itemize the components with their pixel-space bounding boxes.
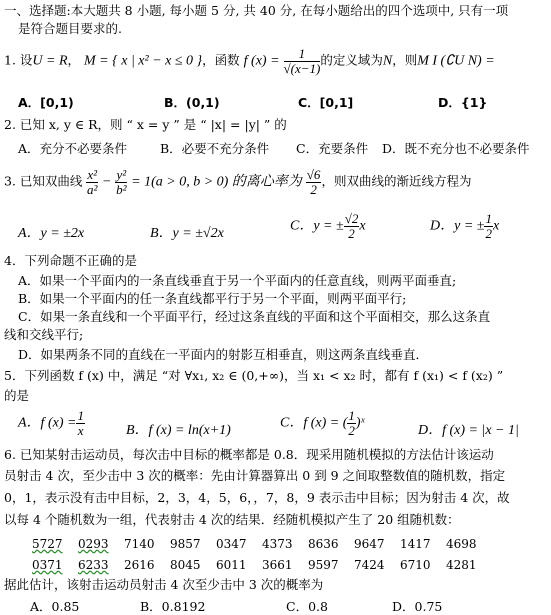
q1-option-d: D．{1} <box>438 95 488 110</box>
random-number: 7140 <box>124 537 155 551</box>
random-number: 2616 <box>124 558 155 572</box>
q6-option-d: D．0.75 <box>392 599 443 614</box>
random-number: 6710 <box>400 558 431 572</box>
q3-option-b: B．y = ±√2x <box>150 226 224 241</box>
q6-line1: 6. 已知某射击运动员，每次击中目标的概率都是 0.8．现采用随机模拟的方法估计该运动 <box>4 447 494 462</box>
q6-option-c: C．0.8 <box>286 599 328 614</box>
q1-option-c: C．[0,1] <box>298 95 354 110</box>
q4-option-d: D．如果两条不同的直线在一平面内的射影互相垂直，则这两条直线垂直． <box>18 347 429 362</box>
q4-option-c-cont: 线和交线平行; <box>4 327 84 342</box>
q3-option-a: A．y = ±2x <box>18 226 85 241</box>
random-number: 4698 <box>446 537 477 551</box>
q3-stem: 3. 已知双曲线 $\frac{\text{x²}}{\text{a²}}$ − $\frac{\text{y²}}{\text{b²}}$ = 1(a > 0, b > 0) 的离心率为 $\frac{√6}{2}$ ，则双曲线的渐近线方程为 <box>4 167 472 197</box>
q1-option-a: A．[0,1) <box>18 95 74 110</box>
q6-option-a: A．0.85 <box>30 599 80 614</box>
random-number: 4373 <box>262 537 293 551</box>
q6-line4: 以每 4 个随机数为一组，代表射击 4 次的结果．经随机模拟产生了 20 组随机数： <box>4 512 460 527</box>
q4-option-c: C．如果一条直线和一个平面平行，经过这条直线的平面和这个平面相交，那么这条直 <box>18 309 491 324</box>
q5-stem-cont: 的是 <box>4 388 30 403</box>
q2-option-a: A．充分不必要条件 <box>18 141 128 156</box>
random-number: 7424 <box>354 558 385 572</box>
q6-line3: 0，1，表示没有击中目标，2，3，4，5，6，，7，8，9 表示击中目标；因为射击 4 次，故 <box>4 490 510 505</box>
q5-option-d: D．f (x) = |x − 1| <box>418 423 519 438</box>
random-number: 9857 <box>170 537 201 551</box>
random-number: 0347 <box>216 537 247 551</box>
section-heading-line2: 是符合题目要求的. <box>18 21 122 36</box>
random-number: 4281 <box>446 558 477 572</box>
random-number: 0293 <box>78 537 109 551</box>
random-number: 5727 <box>32 537 63 551</box>
random-number: 0371 <box>32 558 63 572</box>
q4-option-b: B．如果一个平面内的任一条直线都平行于另一个平面，则两平面平行; <box>18 291 407 306</box>
q6-line2: 员射击 4 次，至少击中 3 次的概率：先由计算器算出 0 到 9 之间取整数值的随机数，指定 <box>4 468 506 483</box>
q3-option-d: D．y = ± $\frac{1}{2}$ x <box>430 211 500 241</box>
q3-option-c: C．y = ± $\frac{√2}{2}$ x <box>290 211 366 241</box>
q6-line5: 据此估计，该射击运动员射击 4 次至少击中 3 次的概率为 <box>4 577 324 592</box>
random-number: 9647 <box>354 537 385 551</box>
random-number: 3661 <box>262 558 293 572</box>
random-number: 9597 <box>308 558 339 572</box>
q2-stem: 2. 已知 x, y ∈ R，则 “ x = y ” 是 “ |x| = |y| ” 的 <box>4 117 287 132</box>
q5-stem: 5．下列函数 f (x) 中，满足 “对 ∀x₁, x₂ ∈ (0,+∞)，当 x₁ < x₂ 时，都有 f (x₁) < f (x₂) ” <box>4 368 504 383</box>
q5-option-b: B．f (x) = ln(x+1) <box>126 423 231 438</box>
section-heading-line1: 一、选择题:本大题共 8 小题, 每小题 5 分, 共 40 分, 在每小题给出的四个选项中, 只有一项 <box>4 3 509 18</box>
q4-stem: 4．下列命题不正确的是 <box>4 253 137 268</box>
q1-option-b: B．(0,1) <box>164 95 220 110</box>
q2-option-c: C．充要条件 <box>296 141 369 156</box>
q5-option-a: A．f (x) = $\frac{1}{x}$ <box>18 408 84 438</box>
random-number: 1417 <box>400 537 431 551</box>
random-number: 6233 <box>78 558 109 572</box>
q4-option-a: A．如果一个平面内的一条直线垂直于另一个平面内的任意直线，则两平面垂直; <box>18 273 457 288</box>
q5-option-c: C．f (x) = ( $\frac{1}{2}$ )ˣ <box>280 408 365 438</box>
random-numbers-row-2 <box>32 559 492 572</box>
random-number: 8045 <box>170 558 201 572</box>
q6-option-b: B．0.8192 <box>140 599 206 614</box>
random-number: 8636 <box>308 537 339 551</box>
random-numbers-row-1 <box>32 538 492 551</box>
q2-option-d: D．既不充分也不必要条件 <box>382 141 530 156</box>
q1-stem: 1. 设U = R， M = { x | x² − x ≤ 0 }，函数 f (x) = $\frac{1}{√(x-1)}$ 的定义域为N，则M I (∁U N) = <box>4 46 495 76</box>
q2-option-b: B．必要不充分条件 <box>160 141 270 156</box>
q1-fraction: $\frac{1}{√(x-1)}$ <box>283 46 321 76</box>
random-number: 6011 <box>216 558 247 572</box>
